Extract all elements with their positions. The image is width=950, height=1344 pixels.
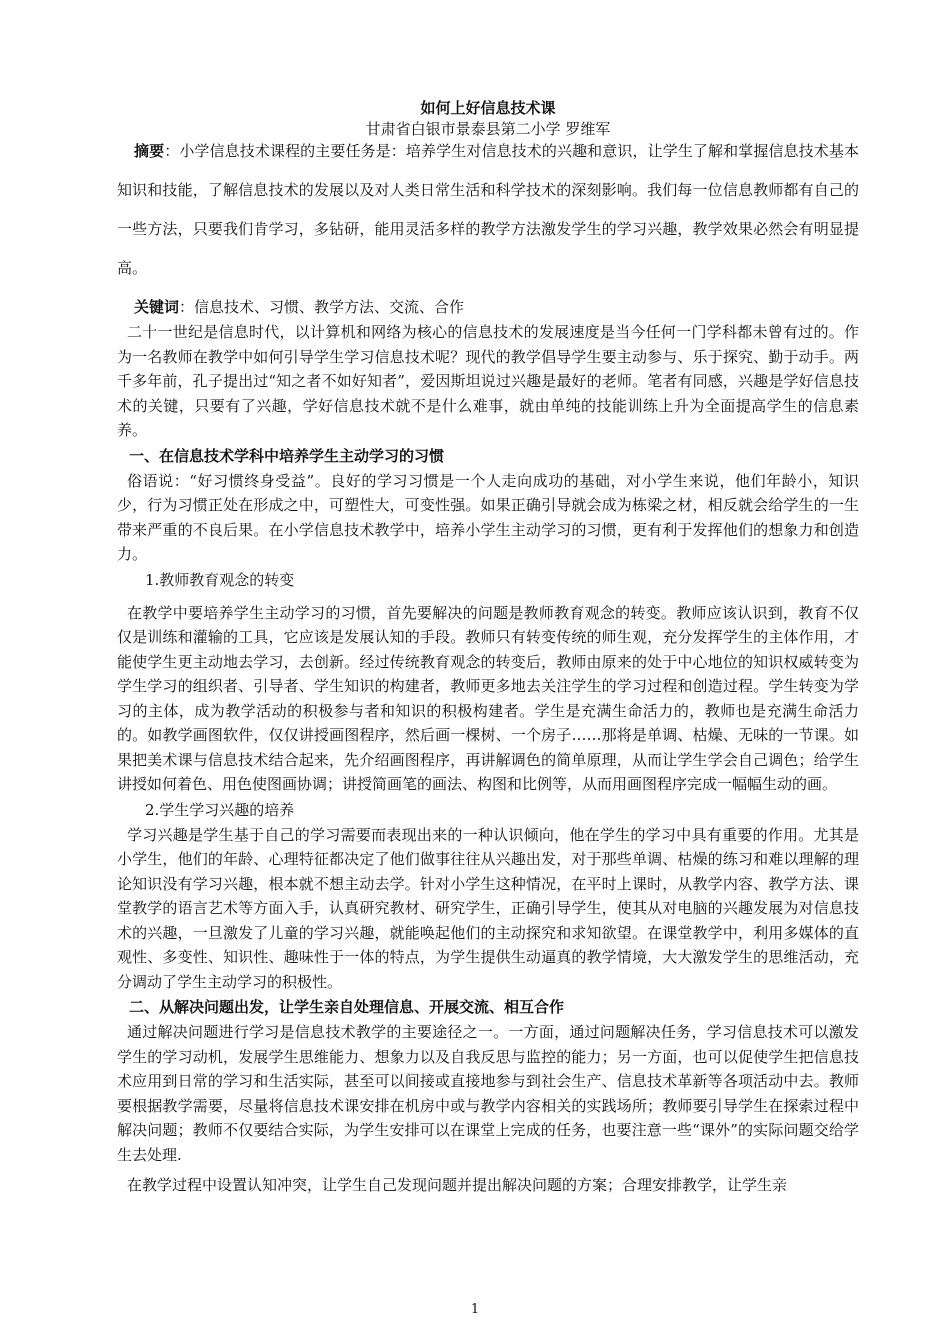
intro-paragraph: 二十一世纪是信息时代，以计算机和网络为核心的信息技术的发展速度是当今任何一门学科都未曾有过的。作为一名教师在教学中如何引导学生学习信息技术呢？现代的教学倡导学生要主动参与、乐于探究、勤于动手。两千多年前，孔子提出过“知之者不如好知者”，爱因斯坦说过兴趣是最好的老师。笔者有同感，兴趣是学好信息技术的关键，只要有了兴趣，学好信息技术就不是什么难事，就由单纯的技能训练上升为全面提高学生的信息素养。 xyxy=(117,323,859,439)
abstract-paragraph xyxy=(117,132,859,288)
section-1-paragraph: 俗语说：“好习惯终身受益”。良好的学习习惯是一个人走向成功的基础，对小学生来说，他们年龄小，知识少，行为习惯正处在形成之中，可塑性大，可变性强。如果正确引导就会成为栋梁之材，相反就会给学生的一生带来严重的不良后果。在小学信息技术教学中，培养小学生主动学习的习惯，更有利于发挥他们的想象力和创造力。 xyxy=(117,471,859,563)
page-number: 1 xyxy=(470,1302,480,1317)
section-2-heading: 二、从解决问题出发，让学生亲自处理信息、开展交流、相互合作 xyxy=(129,998,565,1016)
keywords-label: 关键词 xyxy=(134,298,180,316)
abstract-label: 摘要 xyxy=(134,142,165,160)
document-title: 如何上好信息技术课 xyxy=(420,99,556,117)
keywords-text: ：信息技术、习惯、教学方法、交流、合作 xyxy=(179,298,465,316)
author-line: 甘肃省白银市景泰县第二小学 罗维军 xyxy=(365,120,611,138)
keywords-paragraph xyxy=(117,294,859,320)
subsection-1-heading: 1.教师教育观念的转变 xyxy=(145,570,295,589)
abstract-text: ：小学信息技术课程的主要任务是：培养学生对信息技术的兴趣和意识，让学生了解和掌握信息技术基本知识和技能，了解信息技术的发展以及对人类日常生活和科学技术的深刻影响。我们每一位信息教师都有自己的一些方法，只要我们肯学习，多钻研，能用灵活多样的教学方法激发学生的学习兴趣，教学效果必然会有明显提高。 xyxy=(117,142,859,277)
subsection-2-heading: 2.学生学习兴趣的培养 xyxy=(145,800,295,819)
section-1-heading: 一、在信息技术学科中培养学生主动学习的习惯 xyxy=(129,446,445,465)
subsection-2-paragraph: 学习兴趣是学生基于自己的学习需要而表现出来的一种认识倾向，他在学生的学习中具有重要的作用。尤其是小学生，他们的年龄、心理特征都决定了他们做事往往从兴趣出发，对于那些单调、枯燥的练习和难以理解的理论知识没有学习兴趣，根本就不想主动去学。针对小学生这种情况，在平时上课时，从教学内容、教学方法、课堂教学的语言艺术等方面入手，认真研究教材、研究学生，正确引导学生，使其从对电脑的兴趣发展为对信息技术的兴趣，一旦激发了儿童的学习兴趣，就能唤起他们的主动探究和求知欲望。在课堂教学中，利用多媒体的直观性、多变性、知识性、趣味性于一体的特点，为学生提供生动逼真的教学情境，大大激发学生的思维活动，充分调动了学生主动学习的积极性。 xyxy=(117,825,859,991)
section-2-paragraph-1: 通过解决问题进行学习是信息技术教学的主要途径之一。一方面，通过问题解决任务，学习信息技术可以激发学生的学习动机，发展学生思维能力、想象力以及自我反思与监控的能力；另一方面，也可以促使学生把信息技术应用到日常的学习和生活实际，甚至可以间接或直接地参与到社会生产、信息技术革新等各项活动中去。教师要根据教学需要，尽量将信息技术课安排在机房中或与教学内容相关的实践场所；教师要引导学生在探索过程中解决问题；教师不仅要结合实际，为学生安排可以在课堂上完成的任务，也要注意一些“课外”的实际问题交给学生去处理. xyxy=(117,1023,859,1164)
subsection-1-paragraph: 在教学中要培养学生主动学习的习惯，首先要解决的问题是教师教育观念的转变。教师应该认识到，教育不仅仅是训练和灌输的工具，它应该是发展认知的手段。教师只有转变传统的师生观，充分发挥学生的主体作用，才能使学生更主动地去学习，去创新。经过传统教育观念的转变后，教师由原来的处于中心地位的知识权威转变为学生学习的组织者、引导者、学生知识的构建者，教师更多地去关注学生的学习过程和创造过程。学生转变为学习的主体，成为教学活动的积极参与者和知识的积极构建者。学生是充满生命活力的，教师也是充满生命活力的。如教学画图软件，仅仅讲授画图程序，然后画一棵树、一个房子……那将是单调、枯燥、无味的一节课。如果把美术课与信息技术结合起来，先介绍画图程序，再讲解调色的简单原理，从而让学生学会自己调色；给学生讲授如何着色、用色使图画协调；讲授简画笔的画法、构图和比例等，从而用画图程序完成一幅幅生动的画。 xyxy=(117,603,859,793)
section-2-paragraph-2: 在教学过程中设置认知冲突，让学生自己发现问题并提出解决问题的方案；合理安排教学，让学生亲 xyxy=(127,1176,788,1194)
document-page xyxy=(117,98,859,1198)
